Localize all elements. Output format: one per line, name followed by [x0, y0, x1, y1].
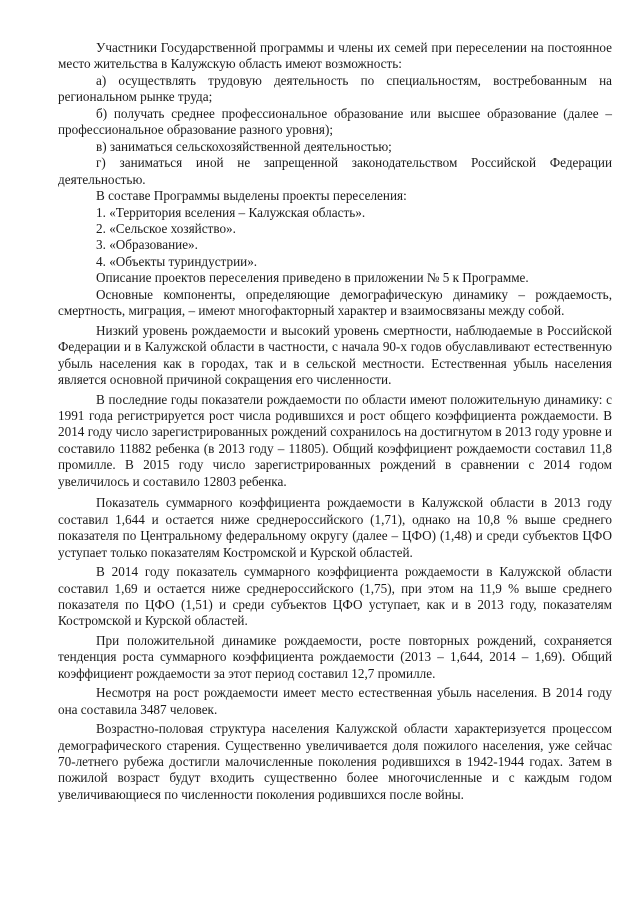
paragraph-age-structure: Возрастно-половая структура населения Калужской области характеризуется процессом демографического старения. Существенно увеличивается доля пожилого населения, уже сейчас 70-летнего рубежа достигли малочисленные поколения родившихся в 1942-1944 годах. Затем в пожилой возраст будут входить существенно более многочисленные и с каждым годом увеличивающиеся по численности поколения родившихся после войны.	[58, 721, 612, 802]
project-item-3: 3. «Образование».	[96, 237, 198, 253]
paragraph-population-decline: Несмотря на рост рождаемости имеет место естественная убыль населения. В 2014 году она составила 3487 человек.	[58, 685, 612, 717]
paragraph-participants-intro: Участники Государственной программы и члены их семей при переселении на постоянное место жительства в Калужскую область имеют возможность:	[58, 40, 612, 72]
project-item-4: 4. «Объекты туриндустрии».	[96, 253, 258, 269]
list-item-a: а) осуществлять трудовую деятельность по специальностям, востребованным на региональном рынке труда;	[58, 72, 612, 105]
paragraph-projects-intro: В составе Программы выделены проекты переселения:	[96, 188, 407, 204]
paragraph-natural-decline: Низкий уровень рождаемости и высокий уровень смертности, наблюдаемые в Российской Федерации и в Калужской области в частности, с начала 90-х годов обуславливают естественную убыль населения как в городах, так и в сельской местности. Естественная убыль населения является основной причиной сокращения его численности.	[58, 322, 612, 388]
paragraph-fertility-2013: Показатель суммарного коэффициента рождаемости в Калужской области в 2013 году составил 1,644 и остается ниже среднероссийского (1,71), однако на 10,8 % выше среднего показателя по Центральному федеральному округу (далее – ЦФО) (1,48) и среди субъектов ЦФО уступает только показателям Костромской и Курской областей.	[58, 495, 612, 560]
list-item-d: г) заниматься иной не запрещенной законодательством Российской Федерации деятельностью.	[58, 155, 612, 187]
paragraph-birth-rate-trend: В последние годы показатели рождаемости по области имеют положительную динамику: с 1991 года регистрируется рост числа родившихся и рост общего коэффициента рождаемости. В 2014 году число зарегистрированных рождений сохранилось на достигнутом в 2013 году уровне и составило 11882 ребенка (в 2013 году – 11805). Общий коэффициент рождаемости составил 11,8 промилле. В 2015 году число зарегистрированных рождений в сравнении с 2014 годом увеличилось и составило 12803 ребенка.	[58, 391, 612, 489]
paragraph-demographic-components: Основные компоненты, определяющие демографическую динамику – рождаемость, смертность, миграция, – имеют многофакторный характер и взаимосвязаны между собой.	[58, 286, 612, 319]
project-item-1: 1. «Территория вселения – Калужская область».	[96, 204, 366, 220]
list-item-c: в) заниматься сельскохозяйственной деятельностью;	[96, 138, 392, 154]
paragraph-projects-appendix: Описание проектов переселения приведено в приложении № 5 к Программе.	[96, 270, 529, 286]
paragraph-fertility-growth: При положительной динамике рождаемости, росте повторных рождений, сохраняется тенденция роста суммарного коэффициента рождаемости (2013 – 1,644, 2014 – 1,69). Общий коэффициент рождаемости за этот период составил 12,7 промилле.	[58, 632, 612, 681]
document-body	[58, 40, 612, 803]
paragraph-fertility-2014: В 2014 году показатель суммарного коэффициента рождаемости в Калужской области составил 1,69 и остается ниже среднероссийского (1,75), при этом на 11,9 % выше среднего показателя по ЦФО (1,51) и среди субъектов ЦФО уступает, как и в 2013 году, показателям Костромской и Курской областей.	[58, 564, 612, 629]
project-item-2: 2. «Сельское хозяйство».	[96, 220, 236, 236]
list-item-b: б) получать среднее профессиональное образование или высшее образование (далее – профессиональное образование разного уровня);	[58, 105, 612, 138]
